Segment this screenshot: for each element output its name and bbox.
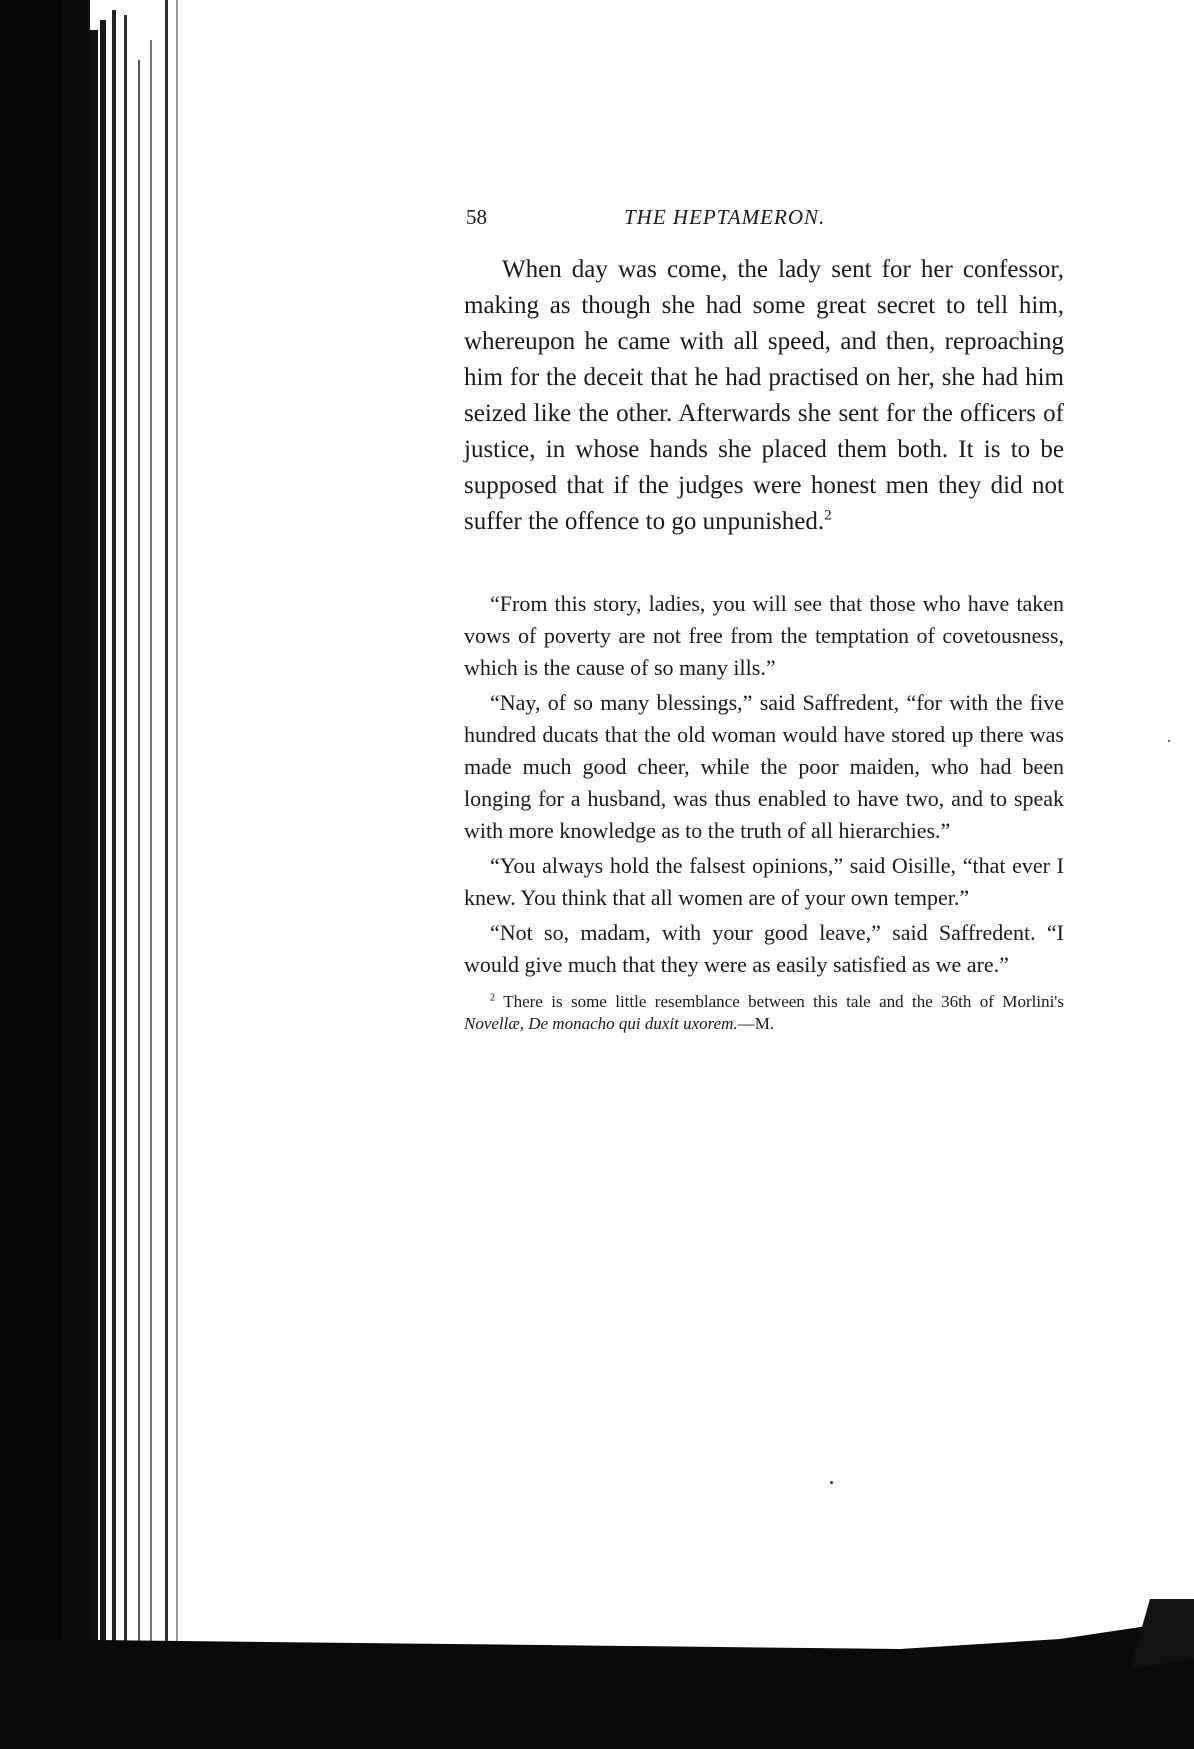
footnote-italic-title: Novellæ, De monacho qui duxit uxorem. bbox=[464, 1014, 738, 1033]
dialogue-paragraph: “You always hold the falsest opinions,” said Oisille, “that ever I knew. You think that all women are of your own temper.” bbox=[464, 853, 1064, 910]
dialogue-paragraph: “Nay, of so many blessings,” said Saffredent, “for with the five hundred ducats that the old woman would have stored up there was made much good cheer, while the poor maiden, who had been longing for a husband, was thus enabled to have two, and to speak with more knowledge as to the truth of all hierarchies.” bbox=[464, 690, 1064, 843]
footnote-attribution: —M. bbox=[737, 1014, 775, 1033]
page-body bbox=[464, 252, 1064, 1035]
page-header bbox=[466, 205, 1066, 235]
bottom-page-shadow bbox=[0, 1599, 1194, 1749]
running-title: THE HEPTAMERON. bbox=[624, 205, 826, 229]
dialogue-paragraph: “From this story, ladies, you will see that those who have taken vows of poverty are not free from the temptation of covetousness, which is the cause of so many ills.” bbox=[464, 591, 1064, 680]
scan-speck bbox=[1168, 740, 1170, 742]
footnotes bbox=[464, 991, 1064, 1035]
scan-speck bbox=[830, 1481, 833, 1484]
dialogue-section bbox=[464, 588, 1064, 981]
narrative-text: When day was come, the lady sent for her confessor, making as though she had some great secret to tell him, whereupon he came with all speed, and then, reproaching him for the deceit that he had practised on her, she had him seized like the other. Afterwards she sent for the officers of justice, in whose hands she placed them both. It is to be supposed that if the judges were honest men they did not suffer the offence to go unpunished. bbox=[464, 256, 1064, 535]
dialogue-paragraph: “Not so, madam, with your good leave,” said Saffredent. “I would give much that they were as easily satisfied as we are.” bbox=[464, 920, 1064, 977]
footnote-reference: 2 bbox=[824, 507, 832, 524]
footnote bbox=[464, 991, 1064, 1035]
footnote-text: There is some little resemblance between this tale and the 36th of Morlini's bbox=[503, 992, 1064, 1011]
footnote-marker: 2 bbox=[490, 992, 496, 1004]
page-number: 58 bbox=[466, 205, 487, 229]
narrative-paragraph bbox=[464, 252, 1064, 540]
book-spine-shadow bbox=[0, 0, 185, 1749]
